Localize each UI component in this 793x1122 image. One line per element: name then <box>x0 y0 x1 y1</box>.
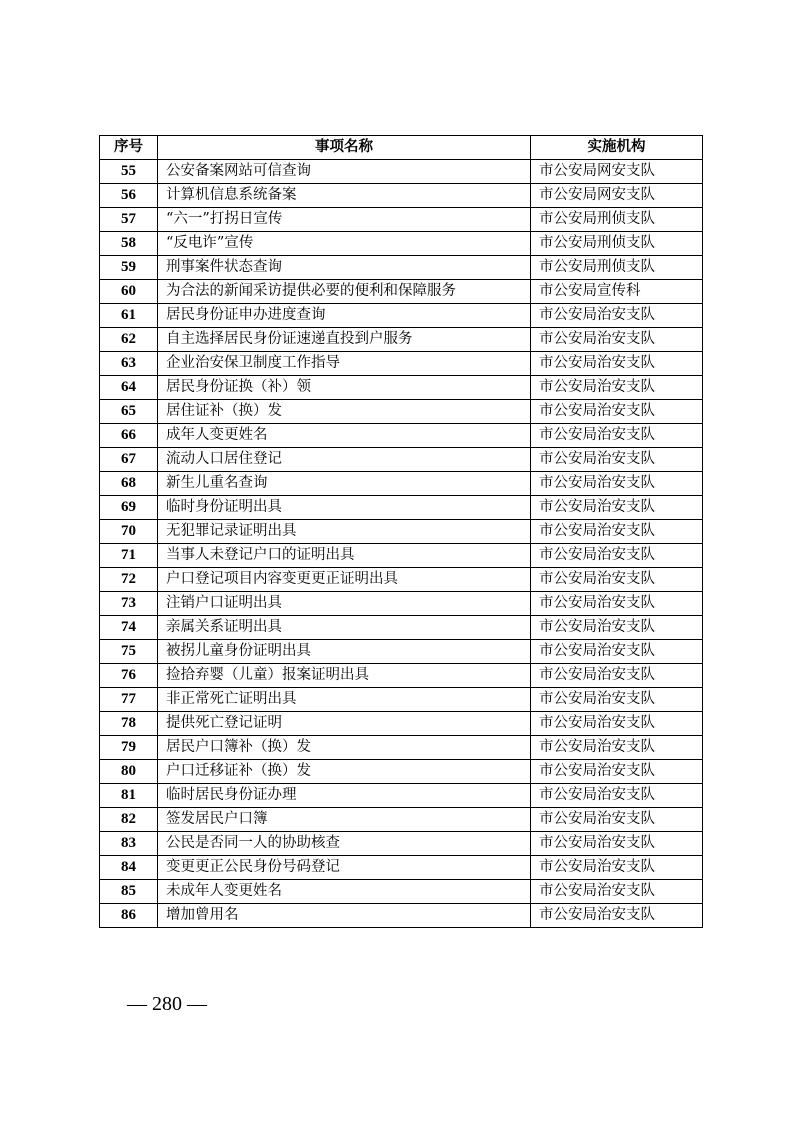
row-number: 85 <box>100 880 158 904</box>
item-name: 居民户口簿补（换）发 <box>158 736 531 760</box>
table-row <box>100 856 703 880</box>
item-name: 户口迁移证补（换）发 <box>158 760 531 784</box>
header-no: 序号 <box>100 136 158 160</box>
item-name: “反电诈”宣传 <box>158 232 531 256</box>
item-name: 自主选择居民身份证速递直投到户服务 <box>158 328 531 352</box>
table-row <box>100 736 703 760</box>
item-name: 增加曾用名 <box>158 904 531 928</box>
item-name: 临时身份证明出具 <box>158 496 531 520</box>
row-number: 59 <box>100 256 158 280</box>
table-row <box>100 424 703 448</box>
implementing-agency: 市公安局治安支队 <box>531 616 703 640</box>
implementing-agency: 市公安局治安支队 <box>531 424 703 448</box>
table-row <box>100 328 703 352</box>
row-number: 80 <box>100 760 158 784</box>
table-row <box>100 160 703 184</box>
item-name: 流动人口居住登记 <box>158 448 531 472</box>
table-row <box>100 640 703 664</box>
table-row <box>100 352 703 376</box>
row-number: 65 <box>100 400 158 424</box>
item-name: 计算机信息系统备案 <box>158 184 531 208</box>
item-name: 刑事案件状态查询 <box>158 256 531 280</box>
row-number: 81 <box>100 784 158 808</box>
table-row <box>100 904 703 928</box>
row-number: 55 <box>100 160 158 184</box>
table-row <box>100 832 703 856</box>
item-name: 居民身份证换（补）领 <box>158 376 531 400</box>
implementing-agency: 市公安局治安支队 <box>531 328 703 352</box>
table-body <box>100 160 703 928</box>
row-number: 78 <box>100 712 158 736</box>
item-name: 被拐儿童身份证明出具 <box>158 640 531 664</box>
table-row <box>100 784 703 808</box>
row-number: 60 <box>100 280 158 304</box>
implementing-agency: 市公安局治安支队 <box>531 904 703 928</box>
implementing-agency: 市公安局治安支队 <box>531 376 703 400</box>
row-number: 62 <box>100 328 158 352</box>
row-number: 72 <box>100 568 158 592</box>
row-number: 66 <box>100 424 158 448</box>
item-name: 未成年人变更姓名 <box>158 880 531 904</box>
implementing-agency: 市公安局治安支队 <box>531 496 703 520</box>
row-number: 75 <box>100 640 158 664</box>
table-row <box>100 184 703 208</box>
row-number: 74 <box>100 616 158 640</box>
implementing-agency: 市公安局治安支队 <box>531 808 703 832</box>
item-name: 变更更正公民身份号码登记 <box>158 856 531 880</box>
row-number: 68 <box>100 472 158 496</box>
implementing-agency: 市公安局治安支队 <box>531 520 703 544</box>
item-name: 新生儿重名查询 <box>158 472 531 496</box>
implementing-agency: 市公安局治安支队 <box>531 568 703 592</box>
item-name: 户口登记项目内容变更更正证明出具 <box>158 568 531 592</box>
item-name: 临时居民身份证办理 <box>158 784 531 808</box>
implementing-agency: 市公安局治安支队 <box>531 544 703 568</box>
table-row <box>100 880 703 904</box>
table-row <box>100 712 703 736</box>
table-row <box>100 304 703 328</box>
table-row <box>100 448 703 472</box>
row-number: 58 <box>100 232 158 256</box>
page-number: — 280 — <box>127 993 207 1015</box>
item-name: 捡拾弃婴（儿童）报案证明出具 <box>158 664 531 688</box>
item-name: 亲属关系证明出具 <box>158 616 531 640</box>
implementing-agency: 市公安局治安支队 <box>531 760 703 784</box>
implementing-agency: 市公安局治安支队 <box>531 304 703 328</box>
table-row <box>100 568 703 592</box>
table-row <box>100 592 703 616</box>
row-number: 71 <box>100 544 158 568</box>
row-number: 73 <box>100 592 158 616</box>
implementing-agency: 市公安局治安支队 <box>531 880 703 904</box>
item-name: 提供死亡登记证明 <box>158 712 531 736</box>
table-row <box>100 664 703 688</box>
implementing-agency: 市公安局治安支队 <box>531 664 703 688</box>
implementing-agency: 市公安局刑侦支队 <box>531 208 703 232</box>
items-table <box>99 135 703 928</box>
implementing-agency: 市公安局治安支队 <box>531 352 703 376</box>
row-number: 86 <box>100 904 158 928</box>
table-row <box>100 688 703 712</box>
implementing-agency: 市公安局治安支队 <box>531 592 703 616</box>
table-row <box>100 496 703 520</box>
row-number: 79 <box>100 736 158 760</box>
item-name: 注销户口证明出具 <box>158 592 531 616</box>
table-row <box>100 208 703 232</box>
item-name: 公民是否同一人的协助核查 <box>158 832 531 856</box>
row-number: 84 <box>100 856 158 880</box>
implementing-agency: 市公安局治安支队 <box>531 448 703 472</box>
table-row <box>100 376 703 400</box>
row-number: 63 <box>100 352 158 376</box>
row-number: 83 <box>100 832 158 856</box>
implementing-agency: 市公安局治安支队 <box>531 688 703 712</box>
row-number: 77 <box>100 688 158 712</box>
item-name: 企业治安保卫制度工作指导 <box>158 352 531 376</box>
implementing-agency: 市公安局治安支队 <box>531 736 703 760</box>
table-row <box>100 808 703 832</box>
table-row <box>100 616 703 640</box>
implementing-agency: 市公安局治安支队 <box>531 832 703 856</box>
item-name: 当事人未登记户口的证明出具 <box>158 544 531 568</box>
table-row <box>100 280 703 304</box>
implementing-agency: 市公安局刑侦支队 <box>531 232 703 256</box>
item-name: 居住证补（换）发 <box>158 400 531 424</box>
row-number: 56 <box>100 184 158 208</box>
implementing-agency: 市公安局治安支队 <box>531 784 703 808</box>
item-name: 为合法的新闻采访提供必要的便利和保障服务 <box>158 280 531 304</box>
table-row <box>100 760 703 784</box>
row-number: 76 <box>100 664 158 688</box>
header-org: 实施机构 <box>531 136 703 160</box>
table-header-row <box>100 136 703 160</box>
item-name: 公安备案网站可信查询 <box>158 160 531 184</box>
row-number: 64 <box>100 376 158 400</box>
table-row <box>100 232 703 256</box>
implementing-agency: 市公安局治安支队 <box>531 712 703 736</box>
item-name: 成年人变更姓名 <box>158 424 531 448</box>
item-name: 居民身份证申办进度查询 <box>158 304 531 328</box>
implementing-agency: 市公安局网安支队 <box>531 184 703 208</box>
table-row <box>100 520 703 544</box>
item-name: 无犯罪记录证明出具 <box>158 520 531 544</box>
table-row <box>100 472 703 496</box>
implementing-agency: 市公安局宣传科 <box>531 280 703 304</box>
row-number: 69 <box>100 496 158 520</box>
item-name: 非正常死亡证明出具 <box>158 688 531 712</box>
item-name: 签发居民户口簿 <box>158 808 531 832</box>
table-row <box>100 400 703 424</box>
item-name: “六一”打拐日宣传 <box>158 208 531 232</box>
implementing-agency: 市公安局治安支队 <box>531 400 703 424</box>
row-number: 67 <box>100 448 158 472</box>
table-row <box>100 256 703 280</box>
implementing-agency: 市公安局治安支队 <box>531 472 703 496</box>
implementing-agency: 市公安局治安支队 <box>531 856 703 880</box>
implementing-agency: 市公安局治安支队 <box>531 640 703 664</box>
row-number: 70 <box>100 520 158 544</box>
row-number: 61 <box>100 304 158 328</box>
table-row <box>100 544 703 568</box>
header-name: 事项名称 <box>158 136 531 160</box>
implementing-agency: 市公安局刑侦支队 <box>531 256 703 280</box>
row-number: 57 <box>100 208 158 232</box>
row-number: 82 <box>100 808 158 832</box>
implementing-agency: 市公安局网安支队 <box>531 160 703 184</box>
